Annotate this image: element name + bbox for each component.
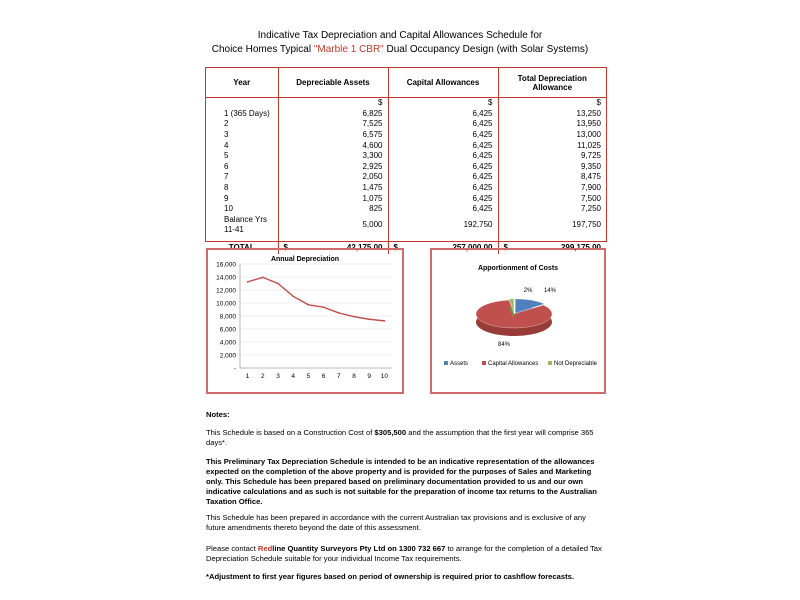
cell-total: 9,350 <box>580 161 601 171</box>
note-tax-provisions: This Schedule has been prepared in accordance with the current Australian tax provisions and is exclusive of any future amendments thereto beyond the date of this assessment. <box>206 513 586 532</box>
cell-assets: 7,525 <box>278 119 388 130</box>
x-tick-label: 8 <box>352 373 356 380</box>
table-row <box>206 140 606 151</box>
currency-row: $ $ $ <box>206 98 606 109</box>
cell-capital: 6,425 <box>388 162 498 173</box>
legend-label: Assets <box>450 361 469 367</box>
cell-year: 7 <box>206 172 278 183</box>
depreciation-series-line <box>248 277 385 321</box>
y-tick-label: 10,000 <box>216 300 236 308</box>
note-disclaimer: This Preliminary Tax Depreciation Schedule is intended to be an indicative representation of the allowances expected on the completion of the above property and is provided for the purposes of Sales and Marketing only. This Schedule has been prepared based on preliminary documentation provided to us and our own indicative calculations and as such is not suitable for the preparation of income tax returns to the Australian Taxation Office. <box>206 457 597 506</box>
pie-chart-title: Apportionment of Costs <box>477 265 559 272</box>
cell-assets: 2,925 <box>278 162 388 173</box>
table-row <box>206 130 606 141</box>
cell-assets: 1,075 <box>278 193 388 204</box>
table-row <box>206 109 606 120</box>
cell-capital: 6,425 <box>388 151 498 162</box>
x-tick-label: 2 <box>260 373 265 380</box>
table-row <box>206 204 606 215</box>
y-tick-label: 14,000 <box>216 274 236 282</box>
data-point <box>384 320 386 322</box>
cell-assets: 1,475 <box>278 183 388 194</box>
notes-heading: Notes: <box>206 410 230 419</box>
x-tick-label: 10 <box>380 373 389 380</box>
pie-value-label: 2% <box>523 288 533 294</box>
y-tick-label: 16,000 <box>216 261 236 269</box>
data-point <box>262 276 264 278</box>
cell-year: 10 <box>206 204 278 215</box>
legend-swatch <box>548 361 552 365</box>
pie-value-label: 84% <box>497 342 511 348</box>
legend-label: Capital Allowances <box>488 361 539 367</box>
cell-total: 7,500 <box>580 193 601 203</box>
cell-assets: 825 <box>278 204 388 215</box>
cell-total: 8,475 <box>580 172 601 182</box>
total-label: TOTAL <box>206 241 278 254</box>
x-tick-label: 1 <box>245 373 250 380</box>
cell-total: 7,250 <box>580 204 601 214</box>
design-name: "Marble 1 CBR" <box>313 44 384 55</box>
cell-year: 9 <box>206 193 278 204</box>
legend-label: Not Depreciable <box>554 361 598 367</box>
col-header-total: Total Depreciation Allowance <box>498 68 606 98</box>
cell-assets: 6,825 <box>278 109 388 120</box>
cell-capital: 6,425 <box>388 119 498 130</box>
cell-capital: 6,425 <box>388 130 498 141</box>
col-header-assets: Depreciable Assets <box>278 68 388 98</box>
y-tick-label: 4,000 <box>219 339 236 347</box>
apportionment-chart <box>430 248 606 394</box>
table-row <box>206 151 606 162</box>
y-tick-label: 8,000 <box>219 313 236 321</box>
cell-year: 5 <box>206 151 278 162</box>
line-chart-title: Annual Depreciation <box>270 256 340 263</box>
cell-total: 13,000 <box>576 130 601 140</box>
depreciation-table <box>205 67 607 252</box>
y-tick-label: - <box>233 365 236 373</box>
x-tick-label: 7 <box>336 373 341 380</box>
data-point <box>308 304 310 306</box>
pie-value-label: 14% <box>543 288 557 294</box>
cell-year: 6 <box>206 162 278 173</box>
cell-capital: 6,425 <box>388 204 498 215</box>
cell-year: Balance Yrs 11-41 <box>206 215 278 235</box>
cell-total: 11,025 <box>577 140 601 150</box>
data-point <box>323 306 325 308</box>
y-tick-label: 2,000 <box>219 352 236 360</box>
table-row <box>206 193 606 204</box>
note-adjustment: *Adjustment to first year figures based on period of ownership is required prior to cashflow forecasts. <box>206 572 574 581</box>
annual-depreciation-chart <box>206 248 404 394</box>
col-header-capital: Capital Allowances <box>388 68 498 98</box>
cell-year: 4 <box>206 140 278 151</box>
cell-capital: 6,425 <box>388 140 498 151</box>
data-point <box>292 295 294 297</box>
cell-assets: 4,600 <box>278 140 388 151</box>
cell-capital: 6,425 <box>388 109 498 120</box>
schedule-title: Indicative Tax Depreciation and Capital Allowances Schedule for <box>257 30 543 41</box>
cell-assets: 2,050 <box>278 172 388 183</box>
cell-total: 9,725 <box>580 151 601 161</box>
total-capital: $ 257,000.00 <box>388 241 498 254</box>
table-row <box>206 172 606 183</box>
cell-year: 3 <box>206 130 278 141</box>
cell-total: 13,250 <box>576 108 601 118</box>
total-overall: $ 299,175.00 <box>498 241 606 254</box>
cell-year: 8 <box>206 183 278 194</box>
total-assets: $ 42,175.00 <box>278 241 388 254</box>
x-tick-label: 9 <box>367 373 372 380</box>
cell-assets: 6,575 <box>278 130 388 141</box>
cell-assets: 5,000 <box>278 215 388 235</box>
data-point <box>353 316 355 318</box>
cell-year: 1 (365 Days) <box>206 109 278 120</box>
table-row <box>206 162 606 173</box>
data-point <box>338 312 340 314</box>
cell-total: 13,950 <box>576 119 601 129</box>
cell-capital: 6,425 <box>388 193 498 204</box>
cell-year: 2 <box>206 119 278 130</box>
x-tick-label: 5 <box>306 373 311 380</box>
legend-swatch <box>444 361 448 365</box>
data-point <box>277 283 279 285</box>
note-contact: Please contact Redline Quantity Surveyors Pty Ltd on 1300 732 667 to arrange for the completion of a detailed Tax Depreciation Schedule suitable for your individual Income Tax requirements. <box>206 544 602 563</box>
col-header-year: Year <box>206 68 278 98</box>
x-tick-label: 6 <box>321 373 326 380</box>
schedule-subtitle: Choice Homes Typical "Marble 1 CBR" Dual Occupancy Design (with Solar Systems) <box>211 44 589 55</box>
cell-capital: 6,425 <box>388 172 498 183</box>
cell-assets: 3,300 <box>278 151 388 162</box>
x-tick-label: 3 <box>276 373 280 380</box>
cell-total: 197,750 <box>572 219 601 229</box>
cell-capital: 192,750 <box>388 215 498 235</box>
cell-capital: 6,425 <box>388 183 498 194</box>
legend-swatch <box>482 361 486 365</box>
note-construction-cost: This Schedule is based on a Construction Cost of $305,500 and the assumption that the first year will comprise 365 days*. <box>206 428 594 447</box>
table-row <box>206 183 606 194</box>
y-tick-label: 12,000 <box>216 287 236 295</box>
data-point <box>247 281 249 283</box>
cell-total: 7,900 <box>580 183 601 193</box>
table-row <box>206 119 606 130</box>
table-row <box>206 215 606 235</box>
x-tick-label: 4 <box>291 373 296 380</box>
data-point <box>368 318 370 320</box>
y-tick-label: 6,000 <box>219 326 236 334</box>
